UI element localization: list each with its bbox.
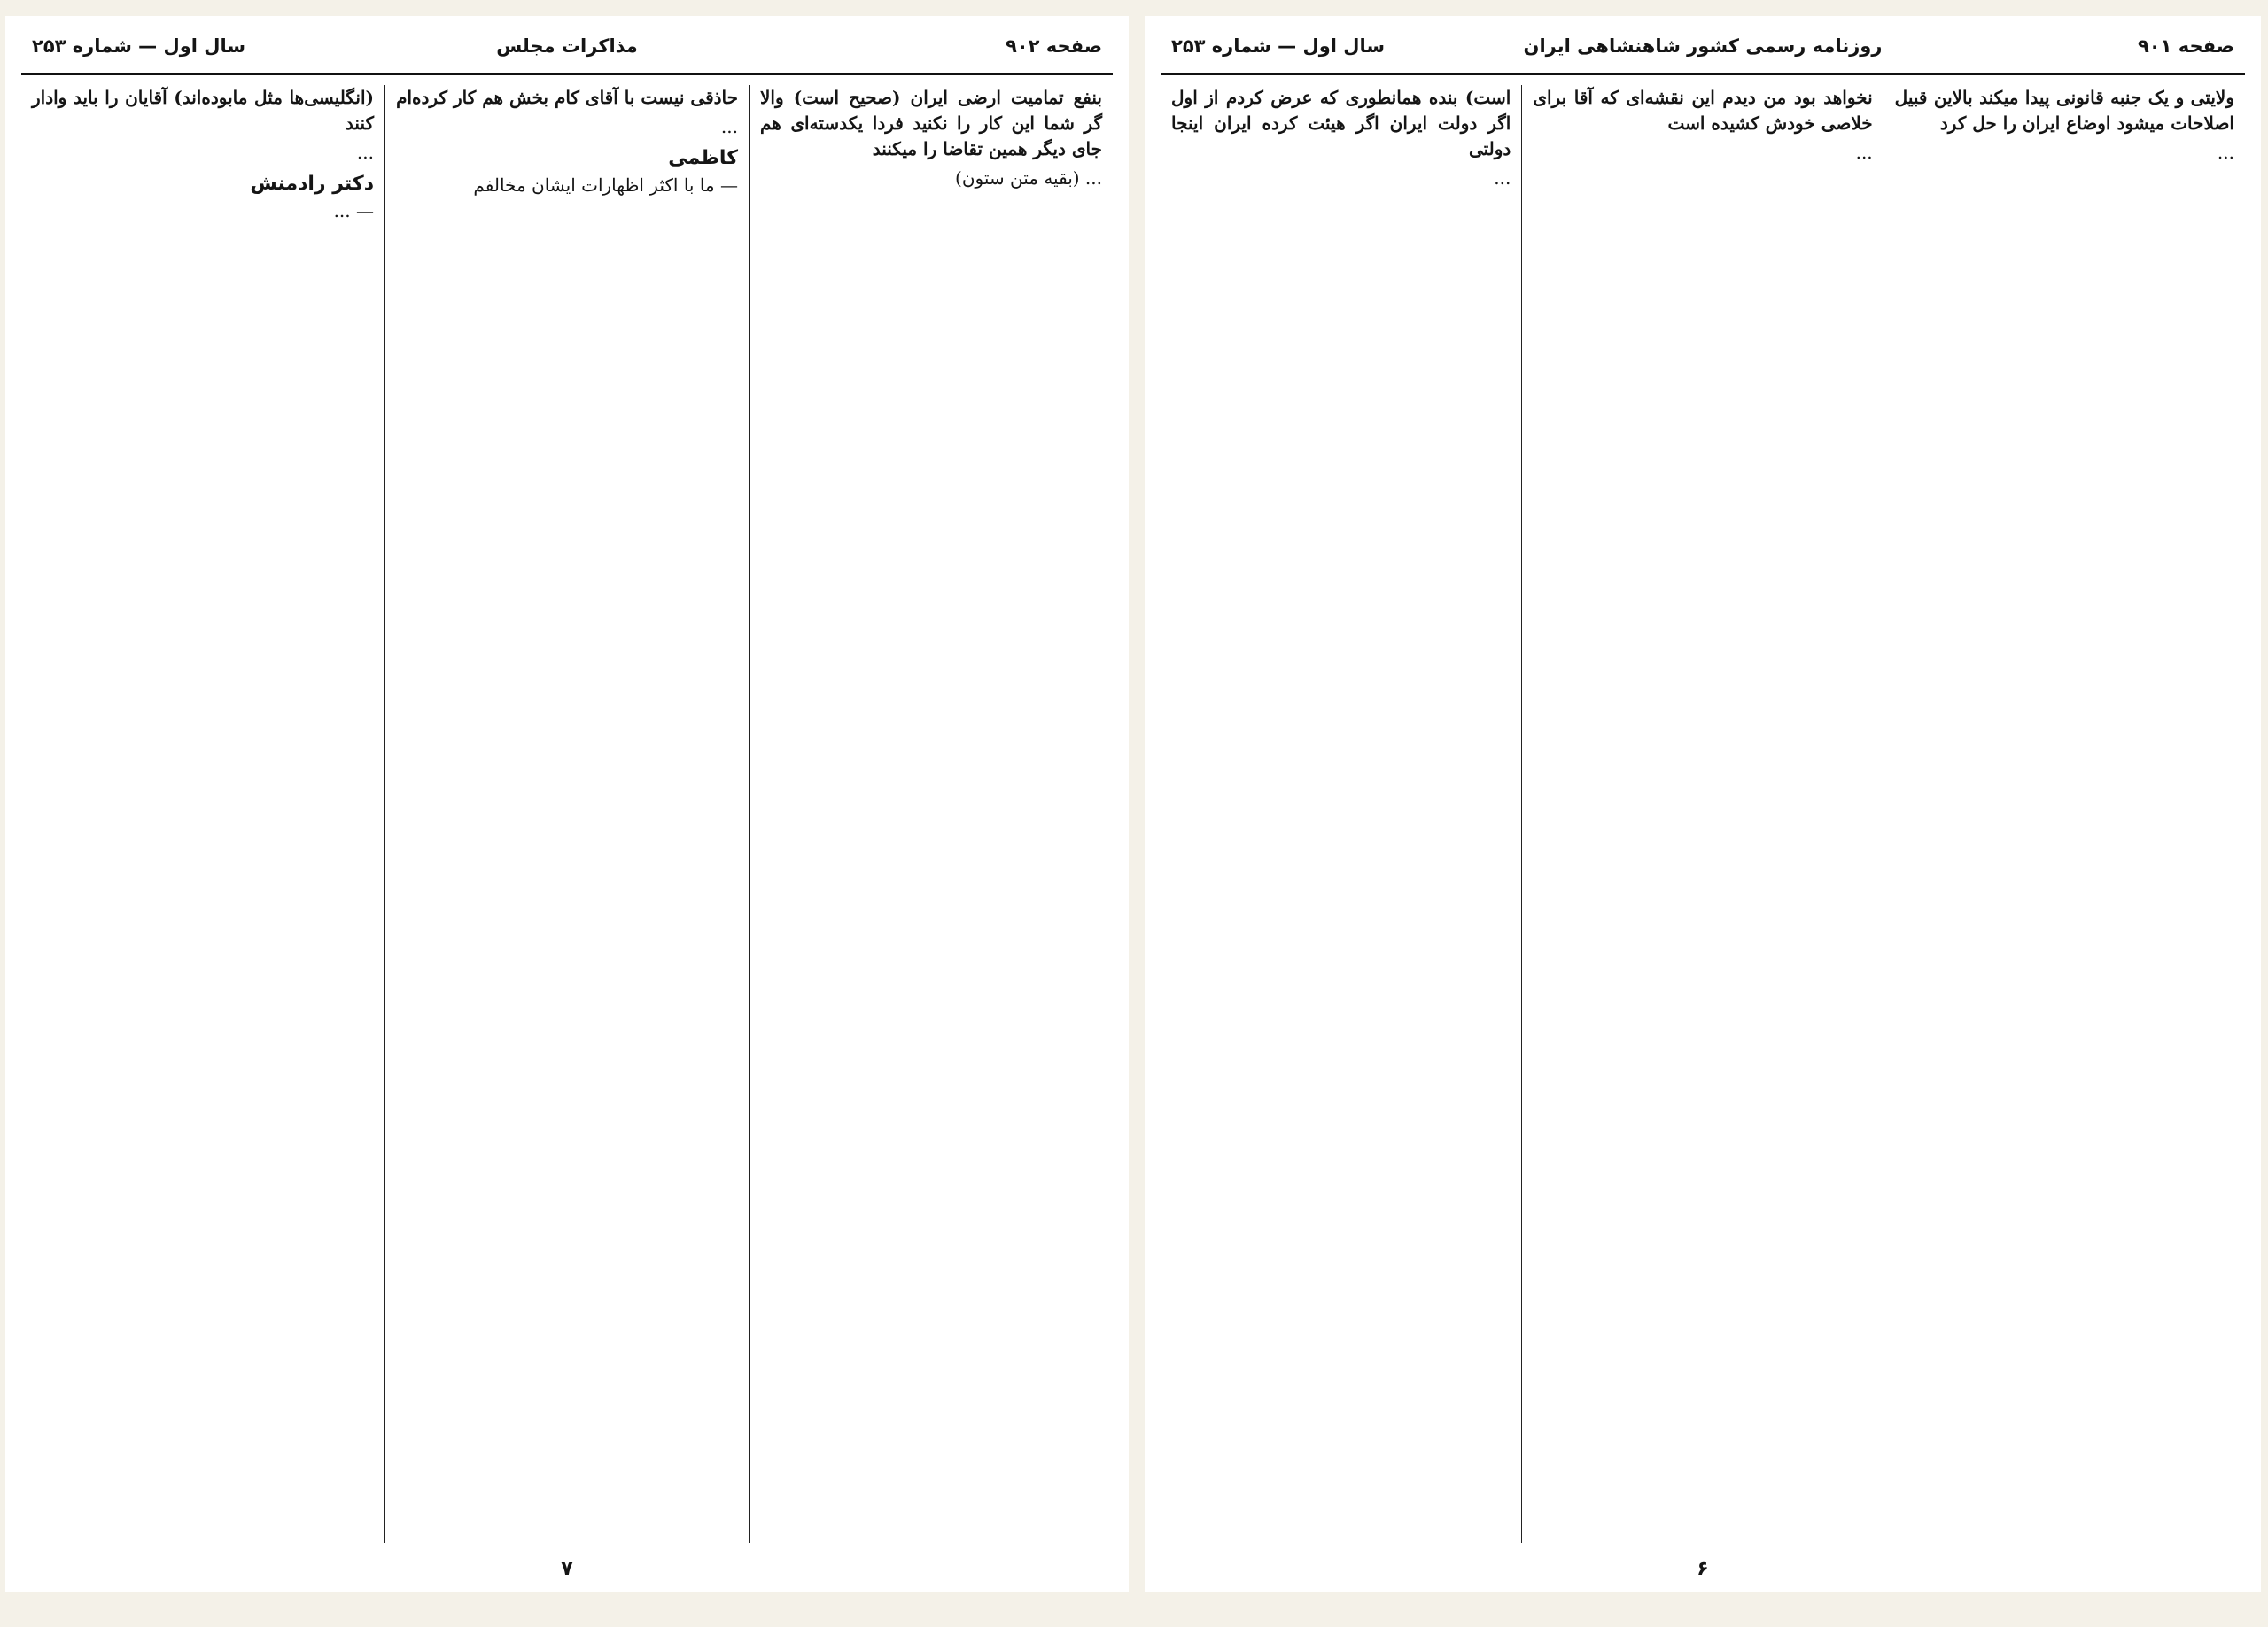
right-page-header bbox=[1171, 28, 2234, 67]
right-page-number: ۶ bbox=[1697, 1558, 1709, 1580]
left-column-2 bbox=[384, 85, 749, 1543]
right-page bbox=[1145, 16, 2261, 1592]
left-page bbox=[5, 16, 1129, 1592]
right-column-3 bbox=[1161, 85, 1521, 1543]
column-lead: حاذقی نیست با آقای کام بخش هم کار کرده‌ام bbox=[396, 87, 738, 108]
column-body: ... bbox=[720, 116, 738, 137]
right-column-2 bbox=[1521, 85, 1883, 1543]
left-page-label: صفحه ۹۰۲ bbox=[1005, 35, 1102, 57]
right-header-rule bbox=[1161, 73, 2245, 75]
column-body: ... bbox=[1494, 167, 1511, 189]
column-lead: بنفع تمامیت ارضی ایران (صحیح است) والا گر شما این کار را نکنید فردا یکدسته‌ای هم جای دیگر همین تقاضا را میکنند bbox=[760, 87, 1102, 159]
column-lead: (انگلیسی‌ها مثل مابوده‌اند) آقایان را باید وادار کنند bbox=[32, 87, 374, 134]
left-issue-label: سال اول — شماره ۲۵۳ bbox=[32, 35, 246, 57]
left-page-number: ۷ bbox=[561, 1558, 573, 1580]
column-lead: است) بنده همانطوری که عرض کردم از اول اگر دولت ایران اگر هیئت کرده ایران اینجا دولتی bbox=[1171, 87, 1511, 159]
speaker-text: — ... bbox=[333, 200, 374, 221]
right-column-1 bbox=[1884, 85, 2245, 1543]
speaker-name: دکتر رادمنش bbox=[250, 173, 374, 195]
column-body: ... (بقیه متن ستون) bbox=[955, 167, 1102, 189]
column-body: ... bbox=[2217, 142, 2234, 163]
speaker-text: — ما با اکثر اظهارات ایشان مخالفم bbox=[473, 174, 738, 196]
column-lead: نخواهد بود من دیدم این نقشه‌ای که آقا برای خلاصی خودش کشیده است bbox=[1533, 87, 1873, 134]
left-header-rule bbox=[21, 73, 1113, 75]
column-body: ... bbox=[356, 142, 374, 163]
left-column-3 bbox=[21, 85, 384, 1543]
right-page-label: صفحه ۹۰۱ bbox=[2137, 35, 2234, 57]
left-column-1 bbox=[749, 85, 1113, 1543]
column-body: ... bbox=[1855, 142, 1873, 163]
left-page-header bbox=[32, 28, 1102, 67]
right-columns bbox=[1161, 85, 2245, 1543]
speaker-name: کاظمی bbox=[668, 147, 738, 169]
right-header-title: روزنامه رسمی کشور شاهنشاهی ایران bbox=[1523, 35, 1883, 57]
right-issue-label: سال اول — شماره ۲۵۳ bbox=[1171, 35, 1386, 57]
left-header-title: مذاکرات مجلس bbox=[496, 35, 638, 57]
left-columns bbox=[21, 85, 1113, 1543]
column-lead: ولایتی و یک جنبه قانونی پیدا میکند بالاین قبیل اصلاحات میشود اوضاع ایران را حل کرد bbox=[1894, 87, 2234, 134]
